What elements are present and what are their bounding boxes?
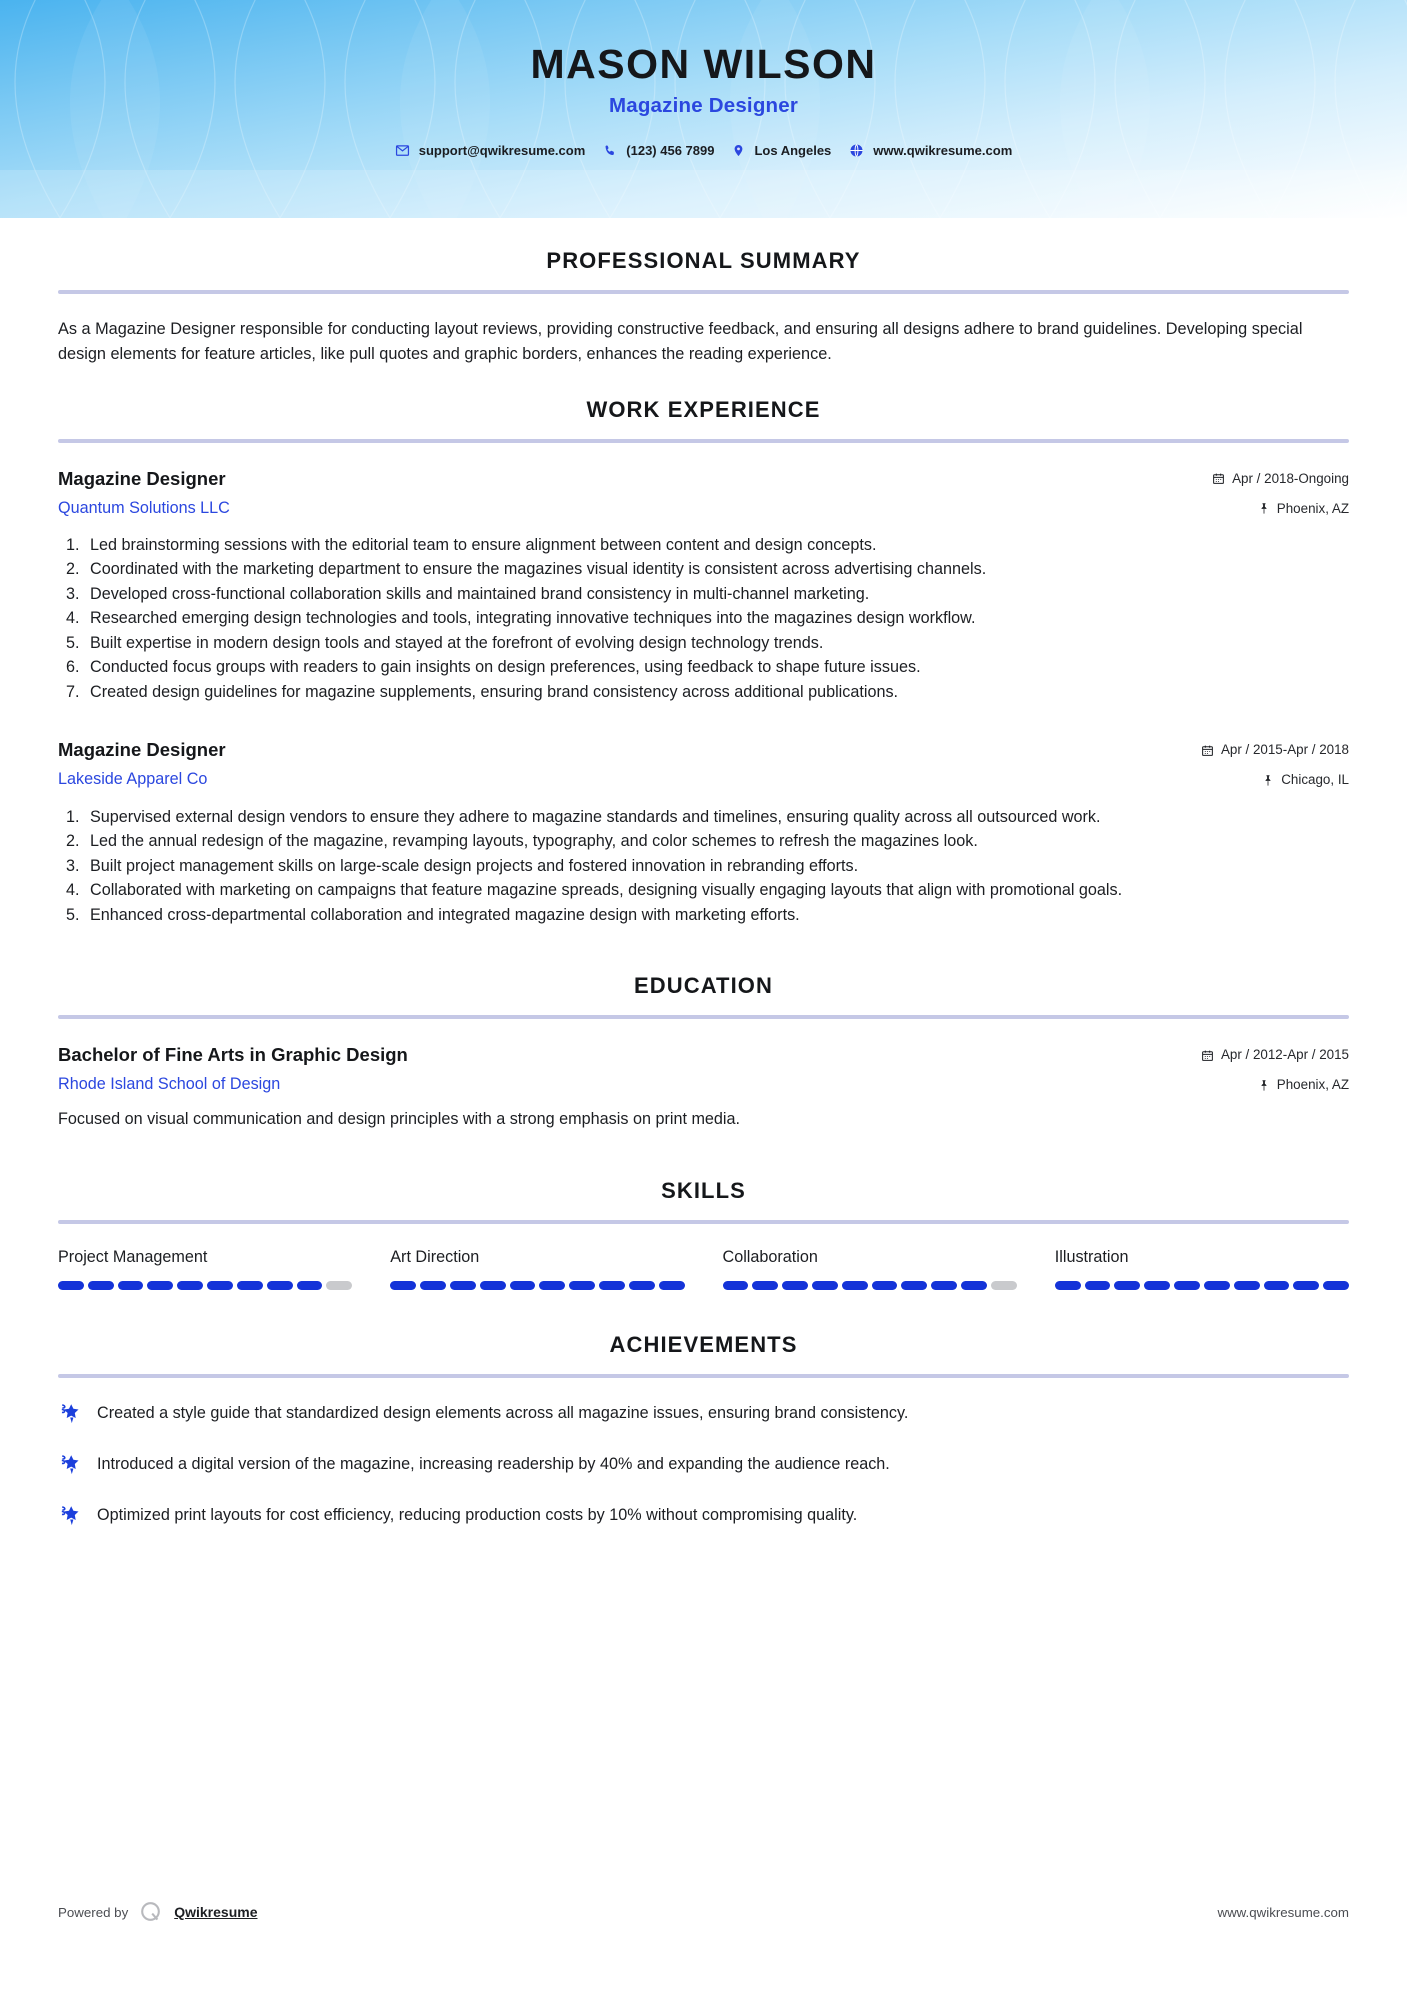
list-item	[58, 1451, 1349, 1478]
contact-phone[interactable]	[603, 143, 714, 158]
experience-entry	[58, 467, 1349, 705]
skill-segment	[207, 1281, 233, 1290]
skill-segment	[177, 1281, 203, 1290]
map-pin-icon	[1258, 502, 1270, 515]
list-item: 4. Researched emerging design technologies and tools, integrating innovative techniques into the magazines design workflow.	[84, 607, 1349, 630]
list-item: 7. Created design guidelines for magazine supplements, ensuring brand consistency across additional publications.	[84, 681, 1349, 704]
degree-title: Bachelor of Fine Arts in Graphic Design	[58, 1044, 408, 1066]
section-achievements	[58, 1332, 1349, 1529]
skill-segment	[539, 1281, 565, 1290]
section-work-experience	[58, 397, 1349, 928]
skill-segment	[1234, 1281, 1260, 1290]
skill-segment	[872, 1281, 898, 1290]
skill-segment	[1204, 1281, 1230, 1290]
section-professional-summary	[58, 248, 1349, 367]
skill-segment	[599, 1281, 625, 1290]
section-title-achievements: ACHIEVEMENTS	[609, 1331, 798, 1357]
contact-website[interactable]	[849, 143, 1012, 158]
contact-email-text: support@qwikresume.com	[418, 143, 586, 159]
skill-label: Illustration	[1054, 1247, 1129, 1266]
skill-item	[723, 1248, 1017, 1290]
section-skills	[58, 1178, 1349, 1290]
skill-segment	[1293, 1281, 1319, 1290]
achievements-list	[58, 1400, 1349, 1529]
skill-level-bar	[1055, 1281, 1349, 1290]
job-location	[1139, 501, 1349, 517]
skill-segment	[326, 1281, 352, 1290]
education-dates	[1139, 1047, 1349, 1063]
list-item: 4. Collaborated with marketing on campaigns that feature magazine spreads, designing visually engaging layouts that align with promotional goals.	[84, 879, 1349, 902]
page-footer	[58, 1900, 1349, 1924]
contact-phone-text: (123) 456 7899	[626, 143, 715, 159]
skill-segment	[147, 1281, 173, 1290]
contact-website-text: www.qwikresume.com	[873, 143, 1013, 159]
skill-segment	[450, 1281, 476, 1290]
skill-label: Project Management	[58, 1247, 208, 1266]
section-title-education: EDUCATION	[633, 973, 774, 999]
job-dates-text: Apr / 2018-Ongoing	[1232, 470, 1349, 486]
contact-location-text: Los Angeles	[754, 143, 832, 159]
job-title: Magazine Designer	[58, 467, 226, 489]
list-item: 1. Supervised external design vendors to ensure they adhere to magazine standards and timelines, ensuring quality across all outsourced work.	[84, 806, 1349, 829]
resume-header	[0, 0, 1407, 218]
job-responsibility-list	[58, 534, 1349, 704]
skill-segment	[659, 1281, 685, 1290]
calendar-icon	[1201, 744, 1214, 757]
skill-segment	[1323, 1281, 1349, 1290]
section-title-summary: PROFESSIONAL SUMMARY	[546, 248, 861, 273]
company-link[interactable]: Quantum Solutions LLC	[58, 498, 230, 517]
skill-level-bar	[58, 1281, 352, 1290]
list-item: 2. Led the annual redesign of the magazine, revamping layouts, typography, and color schemes to refresh the magazines look.	[84, 830, 1349, 853]
candidate-name: MASON WILSON	[530, 41, 877, 87]
skill-level-bar	[723, 1281, 1017, 1290]
section-divider	[58, 439, 1349, 443]
skill-segment	[752, 1281, 778, 1290]
section-education	[58, 973, 1349, 1132]
skill-item	[58, 1248, 352, 1290]
map-pin-icon	[1258, 1079, 1270, 1092]
education-description: Focused on visual communication and design principles with a strong emphasis on print media.	[58, 1110, 741, 1129]
list-item: 1. Led brainstorming sessions with the editorial team to ensure alignment between content and design concepts.	[84, 534, 1349, 557]
education-entry	[58, 1043, 1349, 1132]
skill-segment	[480, 1281, 506, 1290]
section-divider	[58, 290, 1349, 294]
list-item	[58, 1502, 1349, 1529]
list-item: 5. Built expertise in modern design tools and stayed at the forefront of evolving design technology trends.	[84, 632, 1349, 655]
email-icon	[395, 143, 410, 158]
skill-segment	[1085, 1281, 1111, 1290]
section-divider	[58, 1374, 1349, 1378]
skill-segment	[510, 1281, 536, 1290]
location-pin-icon	[732, 143, 745, 158]
education-entry-header	[58, 1043, 1349, 1094]
job-location	[1139, 772, 1349, 788]
qwikresume-logo-icon	[139, 1900, 163, 1924]
skill-segment	[723, 1281, 749, 1290]
qwikresume-link[interactable]: Qwikresume	[174, 1904, 258, 1920]
section-divider	[58, 1015, 1349, 1019]
section-title-experience: WORK EXPERIENCE	[586, 396, 821, 422]
skill-segment	[812, 1281, 838, 1290]
skill-item	[1055, 1248, 1349, 1290]
skill-segment	[961, 1281, 987, 1290]
skill-segment	[901, 1281, 927, 1290]
experience-entry	[58, 738, 1349, 927]
job-responsibility-list	[58, 806, 1349, 927]
skill-segment	[118, 1281, 144, 1290]
experience-entry-header	[58, 467, 1349, 518]
section-divider	[58, 1220, 1349, 1224]
contact-location	[732, 143, 831, 158]
list-item: 3. Developed cross-functional collaboration skills and maintained brand consistency in multi-channel marketing.	[84, 583, 1349, 606]
list-item: 6. Conducted focus groups with readers to gain insights on design preferences, using feedback to shape future issues.	[84, 656, 1349, 679]
skill-segment	[267, 1281, 293, 1290]
list-item: 2. Coordinated with the marketing department to ensure the magazines visual identity is consistent across advertising channels.	[84, 558, 1349, 581]
globe-icon	[849, 143, 864, 158]
list-item: 3. Built project management skills on large-scale design projects and fostered innovation in rebranding efforts.	[84, 855, 1349, 878]
list-item	[58, 1400, 1349, 1427]
section-title-skills: SKILLS	[661, 1177, 746, 1203]
skills-grid	[58, 1248, 1349, 1290]
star-burst-icon	[58, 1452, 84, 1478]
school-link[interactable]: Rhode Island School of Design	[58, 1075, 281, 1094]
skill-segment	[1114, 1281, 1140, 1290]
skill-segment	[1264, 1281, 1290, 1290]
skill-level-bar	[390, 1281, 684, 1290]
achievement-text: Created a style guide that standardized design elements across all magazine issues, ensuring brand consistency.	[97, 1403, 909, 1422]
footer-branding	[58, 1900, 257, 1924]
skill-segment	[390, 1281, 416, 1290]
star-burst-icon	[58, 1401, 84, 1427]
skill-item	[390, 1248, 684, 1290]
summary-text: As a Magazine Designer responsible for conducting layout reviews, providing constructive feedback, and ensuring all designs adhere to brand guidelines. Developing special design elements for feature articles, like pull quotes and graphic borders, enhances the reading experience.	[58, 320, 1303, 363]
job-dates	[1139, 471, 1349, 487]
skill-segment	[991, 1281, 1017, 1290]
skill-segment	[842, 1281, 868, 1290]
candidate-role: Magazine Designer	[608, 94, 799, 118]
job-title: Magazine Designer	[58, 739, 226, 761]
skill-segment	[420, 1281, 446, 1290]
map-pin-icon	[1262, 774, 1274, 787]
skill-segment	[569, 1281, 595, 1290]
skill-segment	[1144, 1281, 1170, 1290]
job-dates	[1139, 742, 1349, 758]
star-burst-icon	[58, 1503, 84, 1529]
skill-segment	[1174, 1281, 1200, 1290]
list-item: 5. Enhanced cross-departmental collaboration and integrated magazine design with marketing efforts.	[84, 904, 1349, 927]
company-link[interactable]: Lakeside Apparel Co	[58, 770, 208, 789]
contact-email[interactable]	[395, 143, 586, 158]
skill-label: Collaboration	[722, 1247, 818, 1266]
skill-segment	[782, 1281, 808, 1290]
powered-by-label: Powered by	[58, 1904, 129, 1920]
skill-segment	[931, 1281, 957, 1290]
skill-segment	[237, 1281, 263, 1290]
job-dates-text: Apr / 2015-Apr / 2018	[1220, 742, 1349, 758]
calendar-icon	[1212, 472, 1225, 485]
achievement-text: Introduced a digital version of the magazine, increasing readership by 40% and expanding the audience reach.	[97, 1454, 890, 1473]
calendar-icon	[1201, 1049, 1214, 1062]
skill-segment	[629, 1281, 655, 1290]
education-location	[1139, 1077, 1349, 1093]
skill-label: Art Direction	[390, 1247, 480, 1266]
job-location-text: Chicago, IL	[1281, 772, 1349, 788]
skill-segment	[88, 1281, 114, 1290]
experience-entry-header	[58, 738, 1349, 789]
skill-segment	[297, 1281, 323, 1290]
footer-website[interactable]: www.qwikresume.com	[1217, 1904, 1349, 1920]
skill-segment	[58, 1281, 84, 1290]
skill-segment	[1055, 1281, 1081, 1290]
achievement-text: Optimized print layouts for cost efficiency, reducing production costs by 10% without compromising quality.	[97, 1505, 858, 1524]
job-location-text: Phoenix, AZ	[1276, 500, 1349, 516]
phone-icon	[603, 144, 617, 158]
contact-row	[0, 143, 1407, 158]
education-location-text: Phoenix, AZ	[1276, 1077, 1349, 1093]
education-dates-text: Apr / 2012-Apr / 2015	[1220, 1047, 1349, 1063]
